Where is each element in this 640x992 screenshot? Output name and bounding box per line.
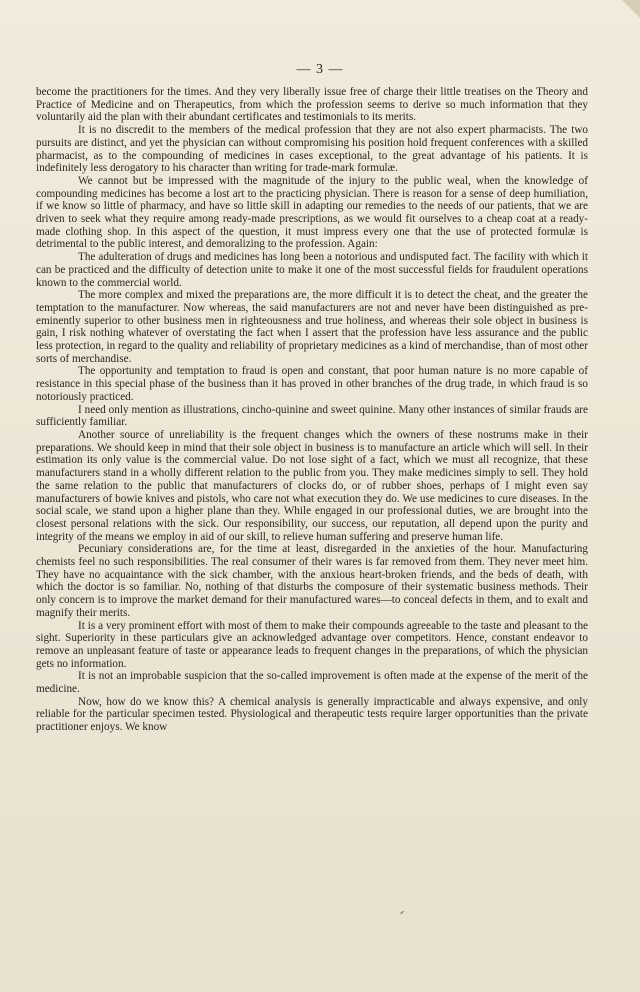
paragraph-9: Pecuniary considerations are, for the time at least, disregarded in the anxieties of the hour. Manufacturing chemists feel no such responsibilities. The real consumer of their wares is far removed from them. They never meet him. They have no acquaintance with the sick chamber, with the anxious heart-broken friends, and the beds of death, with which the doctor is so familiar. No, nothing of that disturbs the composure of their systematic business methods. Their only concern is to improve the market demand for their manufactured wares—to conceal defects in them, and to exalt and magnify their merits. [36, 543, 588, 619]
paragraph-10: It is a very prominent effort with most of them to make their compounds agreeable to the taste and pleasant to the sight. Superiority in these particulars give an acknowledged advantage over competitors. Hence, constant endeavor to remove an unpleasant feature of taste or appearance leads to frequent changes in the preparations, of which the physician gets no information. [36, 619, 588, 670]
paragraph-3: We cannot but be impressed with the magnitude of the injury to the public weal, when the knowledge of compounding medicines has become a lost art to the practicing physician. There is reason for a sense of deep humiliation, if we know so little of pharmacy, and have so little skill in adapting our remedies to the needs of our patients, that we are driven to seek what they require among ready-made prescriptions, as we would fit ourselves to a cheap coat at a ready-made clothing shop. In this aspect of the question, it must impress every one that the use of protected formulæ is detrimental to the public interest, and demoralizing to the profession. Again: [36, 174, 588, 251]
body-text [36, 86, 588, 734]
paragraph-6: The opportunity and temptation to fraud is open and constant, that poor human nature is no more capable of resistance in this special phase of the business than it has proved in other branches of the drug trade, in which fraud is so notoriously practiced. [36, 365, 588, 403]
paragraph-8: Another source of unreliability is the frequent changes which the owners of these nostrums make in their preparations. We should keep in mind that their sole object in business is to manufacture an article which will sell. In their estimation its only value is the commercial value. Do not lose sight of a fact, which we must all recognize, that these manufacturers stand in a wholly different relation to the public from you. They make medicines simply to sell. They hold the same relation to the public that manufacturers of clocks do, or of rubber shoes, perhaps of I might even say manufacturers of bowie knives and pistols, who care not what execution they do. We use medicines to cure diseases. In the social scale, we stand upon a higher plane than they. While engaged in our professional duties, we are brought into the closest personal relations with the sick. Our responsibility, our success, our reputation, all depend upon the purity and integrity of the means we employ in aid of our skill, to relieve human suffering and preserve human life. [36, 428, 588, 543]
paragraph-1: become the practitioners for the times. And they very liberally issue free of charge their little treatises on the Theory and Practice of Medicine and on Therapeutics, from which the profession seems to derive so much information that they voluntarily aid the plan with their abundant certificates and testimonials to its merits. [36, 86, 588, 124]
paragraph-2: It is no discredit to the members of the medical profession that they are not also expert pharmacists. The two pursuits are distinct, and yet the physician can without compromising his position hold frequent conferences with a skilled pharmacist, as to the compounding of medicines in cases exceptional, to the great advantage of his patients. It is indefinitely less derogatory to his character than writing for trade-mark formulæ. [36, 124, 588, 175]
paragraph-7: I need only mention as illustrations, cincho-quinine and sweet quinine. Many other instances of similar frauds are sufficiently familiar. [36, 403, 588, 429]
paragraph-4: The adulteration of drugs and medicines has long been a notorious and undisputed fact. The facility with which it can be practiced and the difficulty of detection unite to make it one of the most successful fields for fraudulent operations known to the commercial world. [36, 251, 588, 289]
pencil-mark [400, 911, 404, 914]
paragraph-11: It is not an improbable suspicion that the so-called improvement is often made at the expense of the merit of the medicine. [36, 670, 588, 696]
paragraph-12: Now, how do we know this? A chemical analysis is generally impracticable and always expensive, and only reliable for the particular specimen tested. Physiological and therapeutic tests require larger opportunities than the private practitioner enjoys. We know [36, 695, 588, 734]
paragraph-5: The more complex and mixed the preparations are, the more difficult it is to detect the cheat, and the greater the temptation to the manufacturer. Now whereas, the said manufacturers are not and never have been distinguished as pre-eminently superior to other business men in righteousness and true holiness, and whereas their sole object in business is gain, I risk nothing whatever of overstating the fact when I assert that the profession have less assurance and the public less protection, in regard to the quality and reliability of proprietary medicines as a kind of merchandise, than of most other sorts of merchandise. [36, 289, 588, 365]
page-number: — 3 — [296, 62, 344, 77]
page-corner-fold [622, 0, 640, 18]
